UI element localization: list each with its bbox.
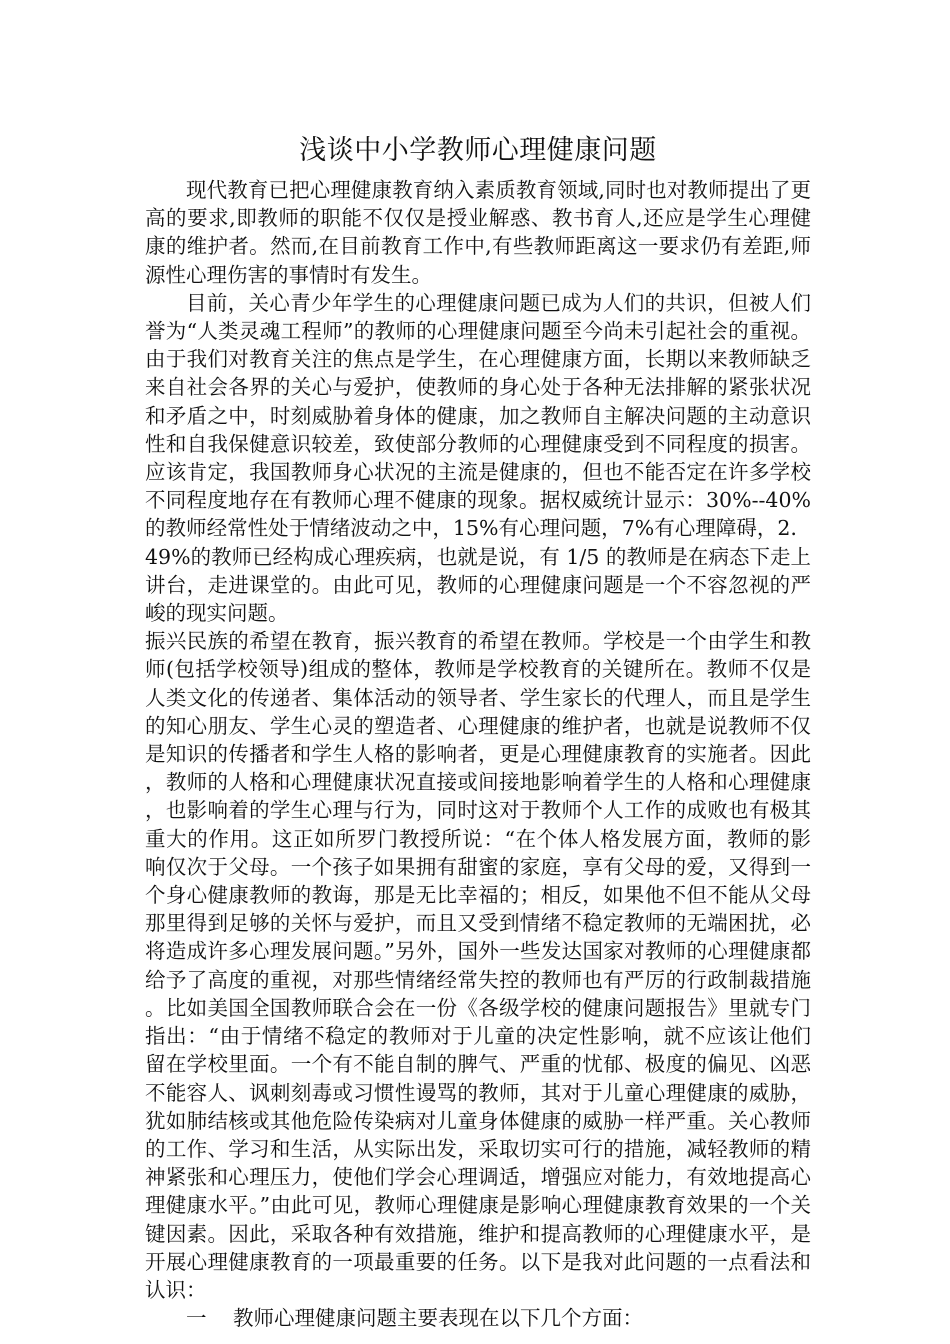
- paragraph-importance: 振兴民族的希望在教育，振兴教育的希望在教师。学校是一个由学生和教师(包括学校领导)组成的整体，教师是学校教育的关键所在。教师不仅是人类文化的传递者、集体活动的领导者、学生家长的代理人，而且是学生的知心朋友、学生心灵的塑造者、心理健康的维护者，也就是说教师不仅是知识的传播者和学生人格的影响者，更是心理健康教育的实施者。因此，教师的人格和心理健康状况直接或间接地影响着学生的人格和心理健康，也影响着的学生心理与行为，同时这对于教师个人工作的成败也有极其重大的作用。这正如所罗门教授所说：“在个体人格发展方面，教师的影响仅次于父母。一个孩子如果拥有甜蜜的家庭，享有父母的爱，又得到一个身心健康教师的教诲，那是无比幸福的；相反，如果他不但不能从父母那里得到足够的关怀与爱护，而且又受到情绪不稳定教师的无端困扰，必将造成许多心理发展问题。”另外，国外一些发达国家对教师的心理健康都给予了高度的重视，对那些情绪经常失控的教师也有严厉的行政制裁措施。比如美国全国教师联合会在一份《各级学校的健康问题报告》里就专门指出：“由于情绪不稳定的教师对于儿童的决定性影响，就不应该让他们留在学校里面。一个有不能自制的脾气、严重的忧郁、极度的偏见、凶恶不能容人、讽刺刻毒或习惯性谩骂的教师，其对于儿童心理健康的威胁，犹如肺结核或其他危险传染病对儿童身体健康的威胁一样严重。关心教师的工作、学习和生活，从实际出发，采取切实可行的措施，减轻教师的精神紧张和心理压力，使他们学会心理调适，增强应对能力，有效地提高心理健康水平。”由此可见，教师心理健康是影响心理健康教育效果的一个关键因素。因此，采取各种有效措施，维护和提高教师的心理健康水平，是开展心理健康教育的一项最重要的任务。以下是我对此问题的一点看法和认识：: [145, 629, 811, 1302]
- document-page: [145, 132, 811, 1332]
- section-heading: [145, 1304, 811, 1332]
- section-heading-text: 教师心理健康问题主要表现在以下几个方面：: [233, 1306, 643, 1331]
- paragraph-intro: 现代教育已把心理健康教育纳入素质教育领域,同时也对教师提出了更高的要求,即教师的职能不仅仅是授业解惑、教书育人,还应是学生心理健康的维护者。然而,在目前教育工作中,有些教师距离这一要求仍有差距,师源性心理伤害的事情时有发生。: [145, 178, 811, 287]
- section-heading-number: 一: [186, 1306, 207, 1331]
- paragraph-current-situation: 目前，关心青少年学生的心理健康问题已成为人们的共识，但被人们誉为“人类灵魂工程师”的教师的心理健康问题至今尚未引起社会的重视。由于我们对教育关注的焦点是学生，在心理健康方面，长期以来教师缺乏来自社会各界的关心与爱护，使教师的身心处于各种无法排解的紧张状况和矛盾之中，时刻威胁着身体的健康，加之教师自主解决问题的主动意识性和自我保健意识较差，致使部分教师的心理健康受到不同程度的损害。应该肯定，我国教师身心状况的主流是健康的，但也不能否定在许多学校不同程度地存在有教师心理不健康的现象。据权威统计显示：30%--40%的教师经常性处于情绪波动之中，15%有心理问题，7%有心理障碍，2．49%的教师已经构成心理疾病，也就是说，有 1/5 的教师是在病态下走上讲台，走进课堂的。由此可见，教师的心理健康问题是一个不容忽视的严峻的现实问题。: [145, 290, 811, 626]
- document-title: 浅谈中小学教师心理健康问题: [299, 135, 657, 166]
